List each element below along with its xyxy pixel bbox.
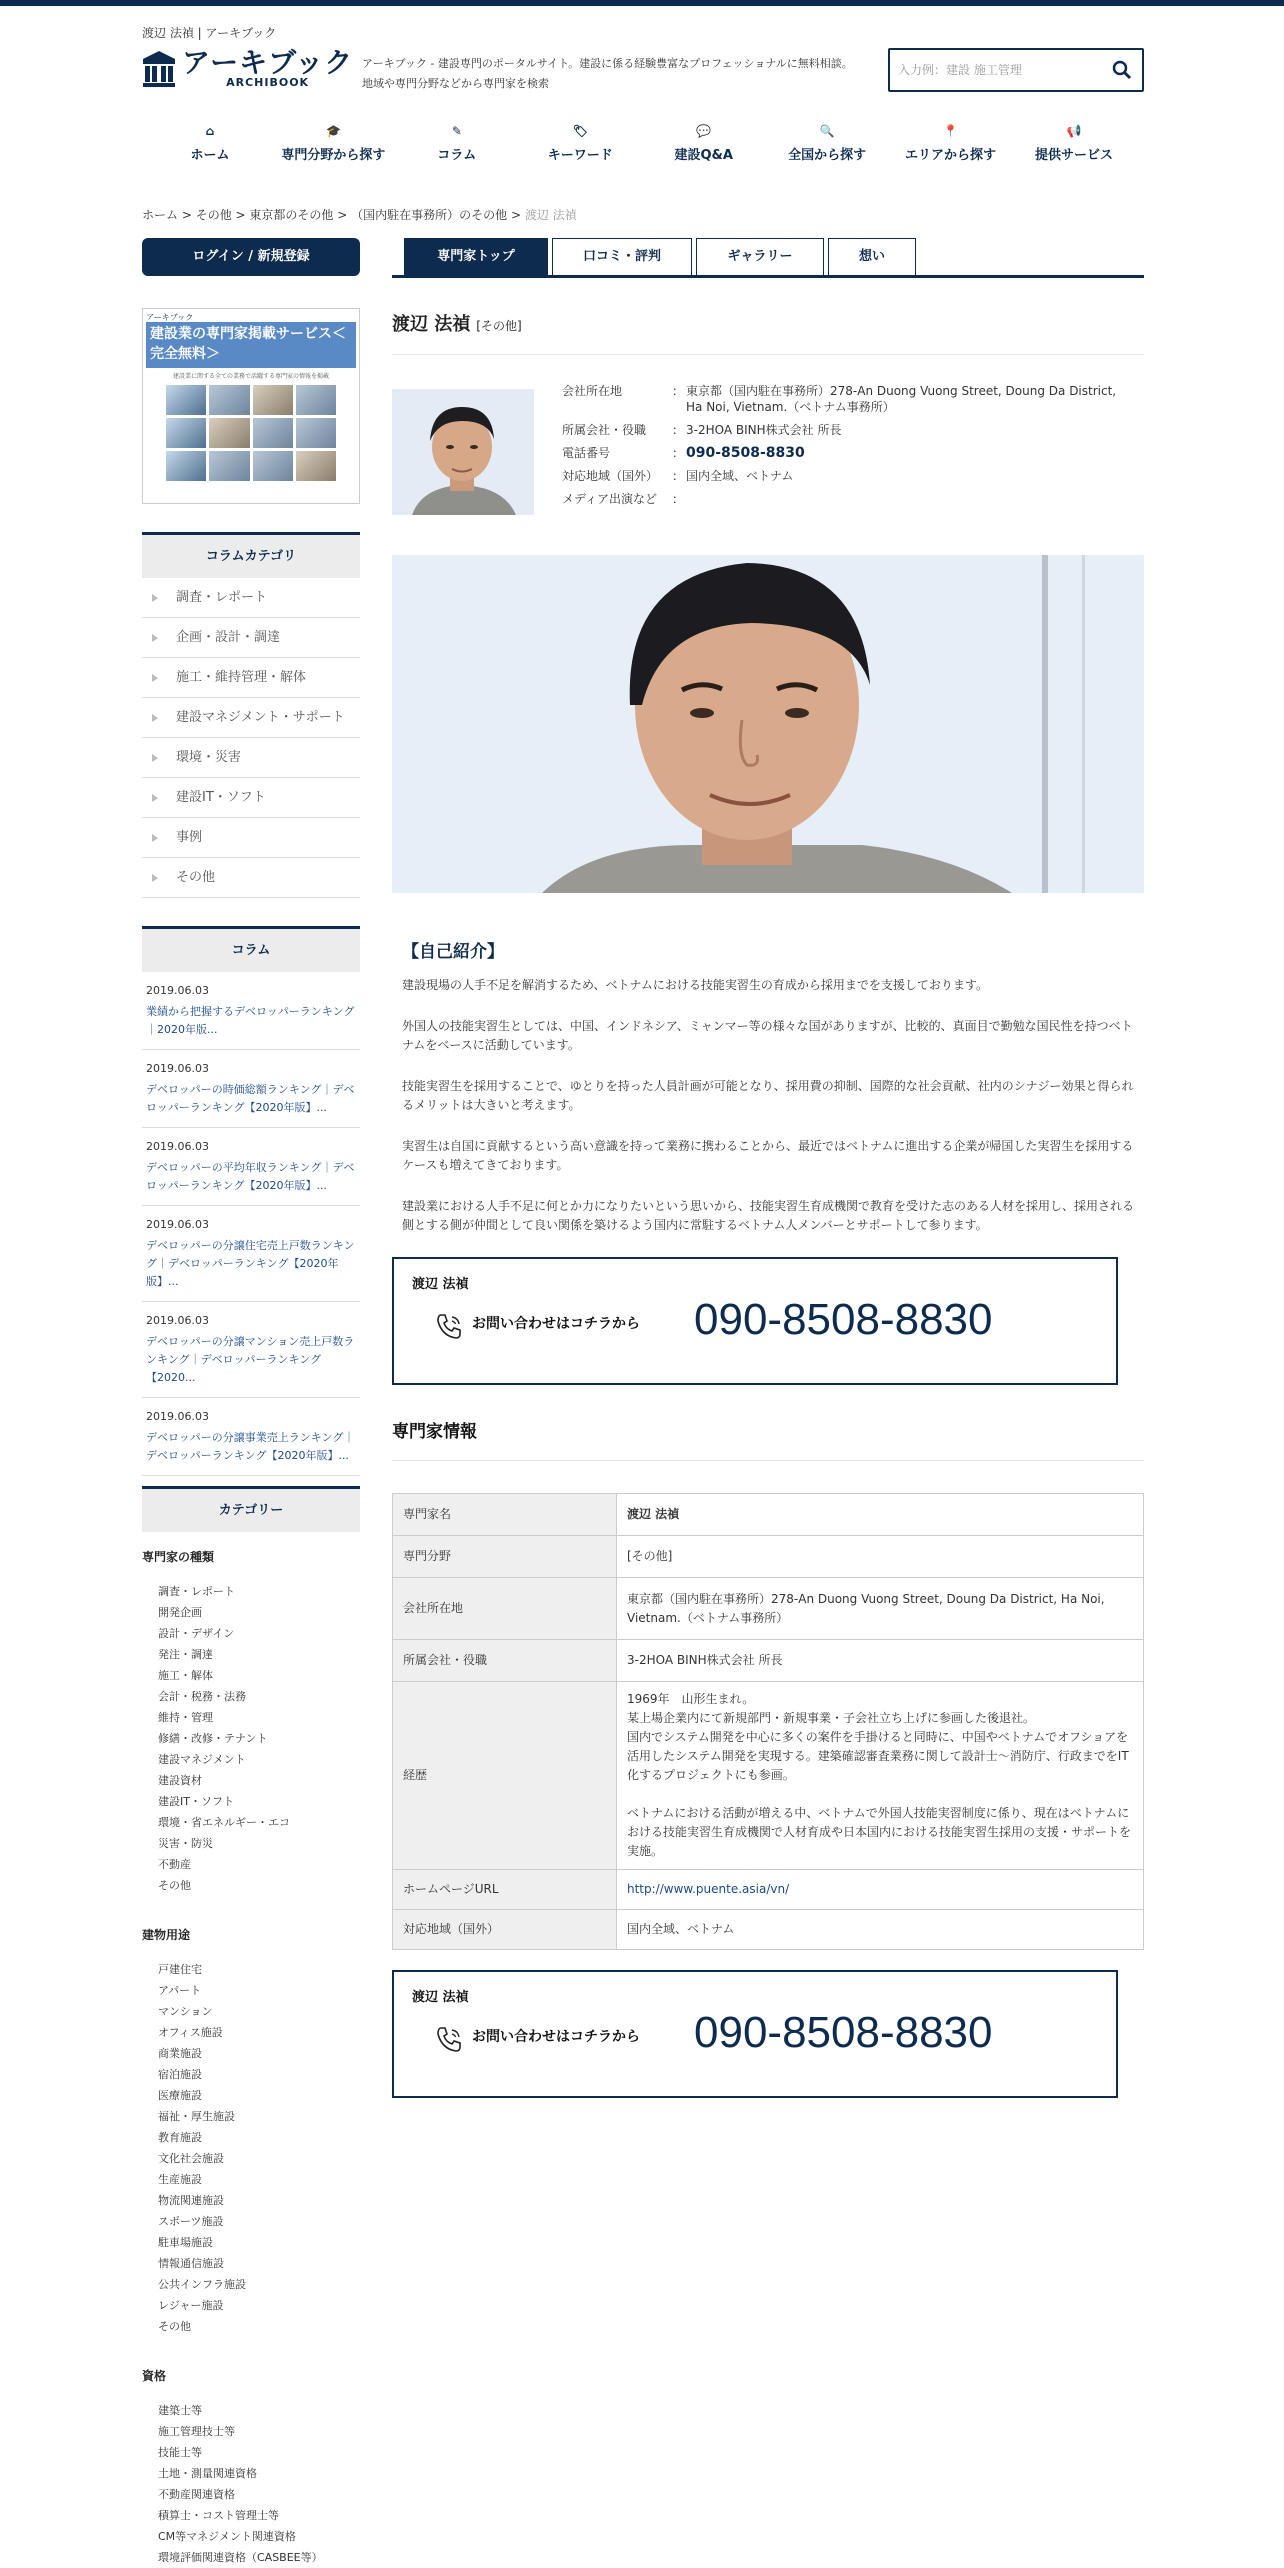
table-row: ホームページURL http://www.puente.asia/vn/	[393, 1870, 1144, 1910]
breadcrumb: ホーム > その他 > 東京都のその他 > （国内駐在事務所）のその他 > 渡辺 法禎	[142, 208, 577, 222]
intro-paragraph: 建設現場の人手不足を解消するため、ベトナムにおける技能実習生の育成から採用までを支援しております。	[402, 978, 988, 992]
home-icon: ⌂	[205, 124, 215, 138]
list-item[interactable]: 建築士等	[158, 2404, 202, 2417]
list-item[interactable]: 環境・省エネルギー・エコ	[158, 1816, 290, 1829]
table-row: 対応地域（国外） 国内全域、ベトナム	[393, 1910, 1144, 1950]
list-item[interactable]: 駐車場施設	[158, 2236, 213, 2249]
profile-photo	[392, 555, 1144, 893]
phone-icon	[434, 1311, 464, 1341]
list-item[interactable]: 技能士等	[158, 2446, 202, 2459]
tab-expert-top[interactable]: 専門家トップ	[404, 238, 548, 275]
list-item[interactable]: 福祉・厚生施設	[158, 2110, 235, 2123]
banner-photo-grid	[146, 383, 356, 483]
list-item[interactable]: 事例	[142, 818, 360, 858]
login-register-button[interactable]: ログイン / 新規登録	[142, 238, 360, 276]
category-groups	[142, 1548, 360, 2568]
tab-reviews[interactable]: 口コミ・評判	[552, 238, 692, 275]
self-introduction	[392, 937, 1144, 1235]
contact-box	[392, 1257, 1118, 1385]
list-item[interactable]: 施工・維持管理・解体	[142, 658, 360, 698]
graduation-cap-icon: 🎓	[325, 124, 341, 138]
table-row: 経歴 1969年 山形生まれ。 某上場企業内にて新規部門・新規事業・子会社立ち上げに参画した後退社。 国内でシステム開発を中心に多くの案件を手掛けると同時に、中国やベトナムでオフショアを活用したシステム開発を実現する。建築確認審査業務に関して設計士～消防庁、行政までをIT化するプロジェクトにも参画。 ベトナムにおける活動が増える中、ベトナムで外国人技能実習制度に係り、現在はベトナムにおける技能実習生育成機関で人材育成や日本国内における技能実習生採用の支援・サポートを実施。	[393, 1682, 1144, 1870]
expert-type-list	[142, 1581, 360, 1896]
listing-banner[interactable]: アーキブック 建設業の専門家掲載サービス＜完全無料＞ 建設業に関する全ての業務で活躍する専門家の情報を掲載	[142, 308, 360, 504]
list-item[interactable]: 2019.06.03 デベロッパーの時価総額ランキング｜デベロッパーランキング【2020年版】...	[142, 1050, 360, 1128]
list-item[interactable]: 積算士・コスト管理士等	[158, 2509, 279, 2522]
group-title-building-use: 建物用途	[142, 1928, 191, 1942]
table-row: 専門家名 渡辺 法禎	[393, 1494, 1144, 1536]
list-item[interactable]: 2019.06.03 業績から把握するデベロッパーランキング｜2020年版...	[142, 972, 360, 1050]
breadcrumb-other[interactable]: その他	[195, 208, 232, 222]
main-content	[392, 238, 1144, 2098]
intro-paragraph: 外国人の技能実習生としては、中国、インドネシア、ミャンマー等の様々な国がありますが、比較的、真面目で勤勉な国民性を持つベトナムをベースに活動しています。	[402, 1019, 1133, 1052]
list-item[interactable]: 環境評価関連資格（CASBEE等）	[158, 2551, 323, 2564]
nav-home[interactable]: ⌂ ホーム	[152, 124, 268, 163]
site-subtitle: 渡辺 法禎 | アーキブック	[142, 26, 277, 40]
intro-heading: 【自己紹介】	[402, 942, 504, 962]
category-heading: カテゴリー	[142, 1486, 360, 1532]
contact-cta: お問い合わせはコチラから	[472, 1316, 640, 1332]
column-category-heading: コラムカテゴリ	[142, 532, 360, 578]
list-item[interactable]: 災害・防災	[158, 1837, 213, 1850]
map-pin-icon: 📍	[943, 124, 958, 138]
sidebar	[142, 238, 360, 2568]
list-item[interactable]: アパート	[158, 1984, 202, 1997]
table-row: 会社所在地 東京都（国内駐在事務所）278-An Duong Vuong Street, Doung Da District, Ha Noi, Vietnam.（ベトナム事務所）	[393, 1578, 1144, 1640]
list-item[interactable]: 宿泊施設	[158, 2068, 202, 2081]
list-item[interactable]: 2019.06.03 デベロッパーの分譲住宅売上戸数ランキング｜デベロッパーランキング【2020年版】...	[142, 1206, 360, 1302]
intro-paragraph: 建設業における人手不足に何とか力になりたいという思いから、技能実習生育成機関で教育を受けた志のある人材を採用し、採用される側とする側が仲間として良い関係を築けるよう国内に常駐するベトナム人メンバーとサポートして参ります。	[402, 1199, 1135, 1232]
logo[interactable]	[142, 48, 353, 89]
list-item[interactable]: 文化社会施設	[158, 2152, 224, 2165]
phone-number[interactable]: 090-8508-8830	[686, 445, 805, 461]
list-item[interactable]: スポーツ施設	[158, 2215, 224, 2228]
expert-name: 渡辺 法禎	[392, 314, 471, 335]
list-item[interactable]: オフィス施設	[158, 2026, 223, 2039]
list-item[interactable]: 維持・管理	[158, 1711, 213, 1724]
expert-info-heading: 専門家情報	[392, 1417, 1144, 1461]
contact-name: 渡辺 法禎	[412, 1277, 469, 1292]
column-heading: コラム	[142, 926, 360, 972]
list-item[interactable]: 商業施設	[158, 2047, 202, 2060]
breadcrumb-home[interactable]: ホーム	[142, 208, 179, 222]
contact-phone-number[interactable]: 090-8508-8830	[694, 2008, 993, 2057]
logo-text: アーキブック	[182, 46, 354, 79]
list-item[interactable]: 建設マネジメント	[158, 1753, 246, 1766]
search-input[interactable]	[898, 63, 1110, 77]
contact-box	[392, 1970, 1118, 2098]
homepage-link[interactable]: http://www.puente.asia/vn/	[627, 1882, 790, 1896]
tag-icon: 🏷	[572, 124, 588, 138]
list-item[interactable]: 公共インフラ施設	[158, 2278, 246, 2291]
expert-info-table	[392, 1493, 1144, 1950]
list-item[interactable]: 企画・設計・調達	[142, 618, 360, 658]
tab-gallery[interactable]: ギャラリー	[696, 238, 824, 275]
search-icon: 🔍	[819, 124, 835, 138]
nav-services[interactable]: 📢 提供サービス	[1016, 124, 1132, 163]
list-item[interactable]: マンション	[158, 2005, 213, 2018]
list-item[interactable]: 建設資材	[158, 1774, 202, 1787]
list-item[interactable]: 建設IT・ソフト	[142, 778, 360, 818]
service-area: 国内全域、ベトナム	[686, 469, 794, 483]
column-category-list	[142, 578, 360, 898]
profile-details: 会社所在地 ： 東京都（国内駐在事務所）278-An Duong Vuong Street, Doung Da District, Ha Noi, Vietnam.（ベトナム事務所） 所属会社・役職 ： 3-2HOA BINH株式会社 所長 電話番号 ： 090-8508-8830 対応地域（国外） ： 国内全域、ベトナム メディア出演など ：	[562, 383, 1136, 515]
list-item[interactable]: その他	[158, 1879, 191, 1892]
list-item[interactable]: 発注・調達	[158, 1648, 213, 1661]
list-item[interactable]: 施工管理技士等	[158, 2425, 235, 2438]
avatar	[392, 389, 534, 515]
search-icon[interactable]	[1110, 58, 1134, 82]
chat-icon: 💬	[696, 124, 712, 138]
table-row: 専門分野 [その他]	[393, 1536, 1144, 1578]
nav-column[interactable]: ✎ コラム	[399, 124, 515, 163]
expert-category: [その他]	[476, 319, 522, 333]
list-item[interactable]: 教育施設	[158, 2131, 202, 2144]
contact-cta: お問い合わせはコチラから	[472, 2029, 640, 2045]
contact-phone-number[interactable]: 090-8508-8830	[694, 1295, 993, 1344]
list-item[interactable]: 物流関連施設	[158, 2194, 224, 2207]
list-item[interactable]: 設計・デザイン	[158, 1627, 235, 1640]
global-nav	[142, 124, 1142, 163]
list-item[interactable]: 不動産関連資格	[158, 2488, 235, 2501]
list-item[interactable]: CM等マネジメント関連資格	[158, 2530, 296, 2543]
list-item[interactable]: 建設IT・ソフト	[158, 1795, 234, 1808]
intro-paragraph: 実習生は自国に貢献するという高い意識を持って業務に携わることから、最近ではベトナムに進出する企業が帰国した実習生を採用するケースも増えてきております。	[402, 1139, 1134, 1172]
page-title	[392, 310, 1144, 355]
company-role: 3-2HOA BINH株式会社 所長	[686, 423, 842, 437]
table-row: 所属会社・役職 3-2HOA BINH株式会社 所長	[393, 1640, 1144, 1682]
profile-tabs	[392, 238, 1144, 278]
list-item[interactable]: 施工・解体	[158, 1669, 213, 1682]
top-accent-bar	[0, 0, 1284, 6]
list-item[interactable]: その他	[142, 858, 360, 898]
list-item[interactable]: 調査・レポート	[158, 1585, 235, 1598]
nav-specialty[interactable]: 🎓 専門分野から探す	[275, 124, 391, 163]
nav-area[interactable]: 📍 エリアから探す	[893, 124, 1009, 163]
profile-summary	[392, 384, 1144, 515]
tab-thoughts[interactable]: 想い	[828, 238, 916, 275]
media-appearances	[686, 491, 1136, 507]
logo-building-icon	[142, 50, 176, 88]
list-item[interactable]: 2019.06.03 デベロッパーの分譲マンション売上戸数ランキング｜デベロッパーランキング【2020...	[142, 1302, 360, 1398]
breadcrumb-current: 渡辺 法禎	[524, 208, 577, 222]
pencil-icon: ✎	[451, 124, 462, 138]
search-box	[888, 48, 1144, 92]
breadcrumb-office-other[interactable]: （国内駐在事務所）のその他	[351, 208, 508, 222]
list-item[interactable]: 戸建住宅	[158, 1963, 202, 1976]
list-item[interactable]: その他	[158, 2320, 191, 2333]
site-tagline: アーキブック - 建設専門のポータルサイト。建設に係る経験豊富なプロフェッショナルに無料相談。地域や専門分野などから専門家を検索	[362, 57, 853, 90]
list-item[interactable]: 2019.06.03 デベロッパーの平均年収ランキング｜デベロッパーランキング【2020年版】...	[142, 1128, 360, 1206]
nav-nationwide[interactable]: 🔍 全国から探す	[769, 124, 885, 163]
list-item[interactable]: 会計・税務・法務	[158, 1690, 246, 1703]
logo-subtext: ARCHIBOOK	[226, 76, 310, 89]
breadcrumb-tokyo-other[interactable]: 東京都のその他	[249, 208, 334, 222]
building-use-list	[142, 1959, 360, 2337]
list-item[interactable]: 調査・レポート	[142, 578, 360, 618]
phone-icon	[434, 2024, 464, 2054]
list-item[interactable]: 不動産	[158, 1858, 191, 1871]
nav-keyword[interactable]: 🏷 キーワード	[522, 124, 638, 163]
list-item[interactable]: 生産施設	[158, 2173, 202, 2186]
column-list	[142, 972, 360, 1476]
list-item[interactable]: 開発企画	[158, 1606, 202, 1619]
intro-paragraph: 技能実習生を採用することで、ゆとりを持った人員計画が可能となり、採用費の抑制、国際的な社会貢献、社内のシナジー効果と得られるメリットは大きいと考えます。	[402, 1079, 1134, 1112]
list-item[interactable]: 医療施設	[158, 2089, 202, 2102]
nav-qa[interactable]: 💬 建設Q&A	[646, 124, 762, 163]
company-address: 東京都（国内駐在事務所）278-An Duong Vuong Street, Doung Da District, Ha Noi, Vietnam.（ベトナム事務所）	[686, 384, 1117, 414]
group-title-expert-type: 専門家の種類	[142, 1550, 215, 1564]
list-item[interactable]: 土地・測量関連資格	[158, 2467, 257, 2480]
list-item[interactable]: 情報通信施設	[158, 2257, 224, 2270]
list-item[interactable]: 環境・災害	[142, 738, 360, 778]
list-item[interactable]: 建設マネジメント・サポート	[142, 698, 360, 738]
qualification-list	[142, 2400, 360, 2568]
contact-name: 渡辺 法禎	[412, 1990, 469, 2005]
list-item[interactable]: レジャー施設	[158, 2299, 224, 2312]
megaphone-icon: 📢	[1066, 124, 1082, 138]
list-item[interactable]: 2019.06.03 デベロッパーの分譲事業売上ランキング｜デベロッパーランキング【2020年版】...	[142, 1398, 360, 1476]
group-title-qualifications: 資格	[142, 2369, 167, 2383]
list-item[interactable]: 修繕・改修・テナント	[158, 1732, 268, 1745]
